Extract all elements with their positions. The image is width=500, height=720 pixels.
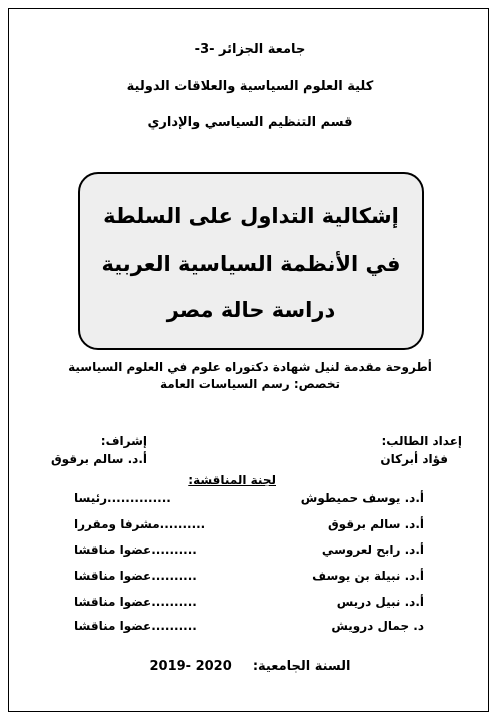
university-name: جامعة الجزائر -3- <box>194 42 306 57</box>
committee-member <box>74 619 424 635</box>
member-name: أ.د. نبيلة بن يوسف <box>312 569 424 583</box>
thesis-description: أطروحة مقدمة لنيل شهادة دكتوراه علوم في العلوم السياسية <box>68 360 432 374</box>
member-role: ..........عضوا مناقشا <box>74 569 197 583</box>
member-name: أ.د. يوسف حميطوش <box>300 491 424 505</box>
faculty-name: كلية العلوم السياسية والعلاقات الدولية <box>126 79 374 94</box>
academic-year <box>0 659 500 674</box>
committee-member <box>74 491 424 507</box>
committee-member <box>74 595 424 611</box>
member-name: د. جمال درويش <box>331 619 424 633</box>
department-name: قسم التنظيم السياسي والإداري <box>147 115 353 130</box>
thesis-title-line1: إشكالية التداول على السلطة <box>103 204 399 228</box>
member-role: ..........مشرفا ومقررا <box>74 517 206 531</box>
thesis-title-line2: في الأنظمة السياسية العربية <box>101 252 401 276</box>
committee-title: لجنة المناقشة: <box>188 473 276 487</box>
member-name: أ.د. رابح لعروسي <box>321 543 424 557</box>
committee-member <box>74 569 424 585</box>
title-box <box>78 172 424 350</box>
thesis-title-line3: دراسة حالة مصر <box>166 298 336 322</box>
supervisor-label: إشراف: <box>100 434 147 448</box>
member-role: ..........عضوا مناقشا <box>74 619 197 633</box>
thesis-specialty: تخصص: رسم السياسات العامة <box>159 377 340 391</box>
member-role: ..........عضوا مناقشا <box>74 595 197 609</box>
committee-member <box>74 543 424 559</box>
student-label: إعداد الطالب: <box>381 434 462 448</box>
student-name: فؤاد أبركان <box>380 452 448 466</box>
academic-year-value: 2019- 2020 <box>149 659 232 674</box>
member-name: أ.د. سالم برقوق <box>327 517 424 531</box>
member-role: ..........عضوا مناقشا <box>74 543 197 557</box>
supervisor-name: أ.د. سالم برقوق <box>50 452 147 466</box>
committee-member <box>74 517 424 533</box>
academic-year-label: السنة الجامعية: <box>252 659 351 674</box>
member-name: أ.د. نبيل دريس <box>336 595 424 609</box>
member-role: ..............رئيسا <box>74 491 171 505</box>
